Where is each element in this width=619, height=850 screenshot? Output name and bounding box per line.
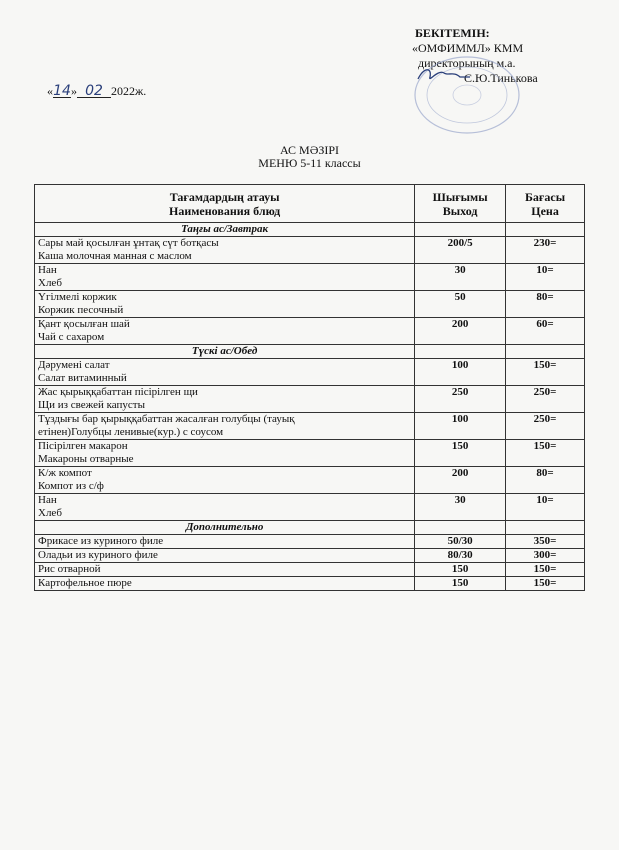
dish-price: 10= — [506, 494, 585, 521]
dish-yield: 150 — [415, 440, 506, 467]
dish-yield: 150 — [415, 563, 506, 577]
section-blank-cell — [506, 345, 585, 359]
section-blank-cell — [506, 521, 585, 535]
dish-yield: 80/30 — [415, 549, 506, 563]
header-name-kz: Тағамдардың атауы — [169, 189, 280, 204]
dish-yield: 30 — [415, 494, 506, 521]
table-row — [35, 291, 585, 318]
dish-name-ru: Каша молочная манная с маслом — [38, 250, 192, 262]
dish-name-ru: Хлеб — [38, 507, 62, 519]
dish-name-ru: Салат витаминный — [38, 372, 127, 384]
dish-name-ru: Чай с сахаром — [38, 331, 105, 343]
table-header-row — [35, 185, 585, 223]
dish-name-ru: Коржик песочный — [38, 304, 124, 316]
dish-yield: 100 — [415, 359, 506, 386]
header-price-ru: Цена — [531, 203, 559, 218]
dish-name-ru: Оладьи из куриного филе — [38, 549, 158, 561]
date-line — [47, 84, 146, 99]
dish-price: 250= — [506, 386, 585, 413]
page-subtitle: МЕНЮ 5-11 классы — [258, 156, 361, 170]
date-mid: » — [71, 84, 77, 98]
dish-name-ru: етінен)Голубцы ленивые(кур.) с соусом — [38, 426, 224, 438]
dish-price: 80= — [506, 467, 585, 494]
dish-name-ru: Макароны отварные — [38, 453, 134, 465]
header-yield-ru: Выход — [442, 203, 478, 218]
approval-signatory: С.Ю.Тинькова — [464, 71, 538, 85]
dish-price: 60= — [506, 318, 585, 345]
section-blank-cell — [415, 345, 506, 359]
dish-yield: 50 — [415, 291, 506, 318]
dish-name-kz: Жас қырыққабаттан пісірілген щи — [38, 386, 198, 398]
menu-table — [34, 184, 585, 591]
dish-name-ru: Щи из свежей капусты — [38, 399, 145, 411]
dish-name-cell — [35, 535, 415, 549]
dish-yield: 200/5 — [415, 237, 506, 264]
date-day: 14 — [53, 83, 71, 99]
dish-price: 150= — [506, 359, 585, 386]
dish-name-kz: Қант қосылған шай — [38, 318, 130, 330]
dish-name-cell — [35, 494, 415, 521]
table-row — [35, 577, 585, 591]
table-row — [35, 386, 585, 413]
dish-name-kz: Сары май қосылған ұнтақ сүт ботқасы — [38, 237, 219, 249]
header-name-ru: Наименования блюд — [169, 203, 281, 218]
section-title: Дополнительно — [35, 521, 415, 535]
table-row — [35, 413, 585, 440]
header-price-kz: Бағасы — [525, 189, 566, 204]
table-row — [35, 359, 585, 386]
dish-name-cell — [35, 413, 415, 440]
page-title: АС МӘЗІРІ — [279, 143, 340, 157]
dish-name-cell — [35, 291, 415, 318]
dish-name-kz: Пісірілген макарон — [38, 440, 128, 452]
dish-price: 10= — [506, 264, 585, 291]
section-row — [35, 345, 585, 359]
dish-name-cell — [35, 549, 415, 563]
dish-name-cell — [35, 237, 415, 264]
dish-name-kz: Нан — [38, 264, 57, 276]
approval-org: «ОМФИММЛ» КММ — [412, 41, 524, 55]
dish-yield: 50/30 — [415, 535, 506, 549]
dish-name-kz: Нан — [38, 494, 57, 506]
dish-price: 150= — [506, 577, 585, 591]
dish-name-cell — [35, 563, 415, 577]
table-row — [35, 318, 585, 345]
dish-price: 250= — [506, 413, 585, 440]
section-blank-cell — [415, 223, 506, 237]
dish-yield: 200 — [415, 318, 506, 345]
dish-price: 80= — [506, 291, 585, 318]
table-row — [35, 563, 585, 577]
dish-price: 230= — [506, 237, 585, 264]
section-blank-cell — [506, 223, 585, 237]
signature-icon — [414, 63, 474, 87]
dish-name-ru: Фрикасе из куриного филе — [38, 535, 164, 547]
table-row — [35, 494, 585, 521]
dish-name-cell — [35, 359, 415, 386]
dish-name-cell — [35, 440, 415, 467]
dish-name-kz: Тұздығы бар қырыққабаттан жасалған голубцы (тауық — [38, 413, 295, 425]
table-row — [35, 440, 585, 467]
dish-name-cell — [35, 318, 415, 345]
section-row — [35, 223, 585, 237]
dish-yield: 250 — [415, 386, 506, 413]
approval-role: директорының м.а. — [418, 56, 516, 70]
header-price — [506, 185, 585, 223]
date-open-quote: « — [47, 84, 53, 98]
dish-price: 300= — [506, 549, 585, 563]
dish-name-cell — [35, 264, 415, 291]
dish-price: 350= — [506, 535, 585, 549]
dish-name-cell — [35, 467, 415, 494]
dish-yield: 150 — [415, 577, 506, 591]
dish-name-kz: Дәрумені салат — [38, 359, 110, 371]
dish-name-ru: Компот из с/ф — [38, 480, 104, 492]
table-row — [35, 549, 585, 563]
section-row — [35, 521, 585, 535]
header-yield — [415, 185, 506, 223]
table-row — [35, 237, 585, 264]
table-row — [35, 264, 585, 291]
header-yield-kz: Шығымы — [432, 189, 488, 204]
dish-name-cell — [35, 386, 415, 413]
dish-name-ru: Хлеб — [38, 277, 62, 289]
date-year: 2022ж. — [111, 84, 147, 98]
dish-price: 150= — [506, 440, 585, 467]
table-row — [35, 467, 585, 494]
approval-title: БЕКІТЕМІН: — [415, 26, 490, 40]
table-row — [35, 535, 585, 549]
dish-yield: 100 — [415, 413, 506, 440]
section-blank-cell — [415, 521, 506, 535]
dish-name-kz: К/ж компот — [38, 467, 92, 479]
dish-price: 150= — [506, 563, 585, 577]
dish-yield: 30 — [415, 264, 506, 291]
section-title: Таңғы ас/Завтрак — [35, 223, 415, 237]
dish-name-ru: Рис отварной — [38, 563, 101, 575]
dish-name-cell — [35, 577, 415, 591]
date-month: 02 — [85, 83, 103, 99]
dish-name-ru: Картофельное пюре — [38, 577, 132, 589]
dish-yield: 200 — [415, 467, 506, 494]
dish-name-kz: Үгілмелі коржик — [38, 291, 117, 303]
section-title: Түскі ас/Обед — [35, 345, 415, 359]
header-name — [35, 185, 415, 223]
